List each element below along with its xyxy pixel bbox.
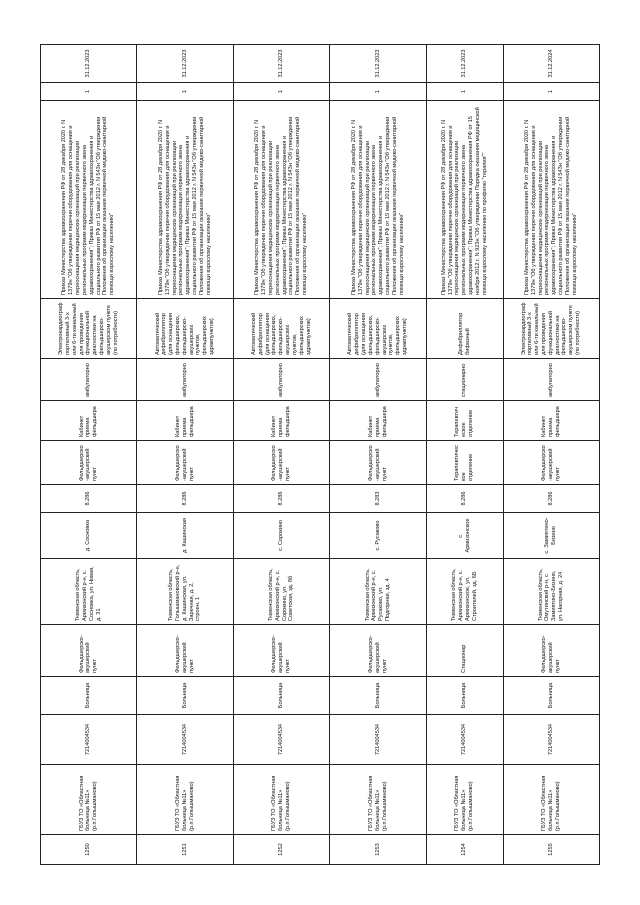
room-name: Кабинет приема фельдшера [330,401,426,441]
structural-unit: Фельдшерско-акушерский пункт [41,441,137,485]
organization-inn: 7214004534 [41,715,137,765]
settlement-name: с. Армизонское [426,513,503,559]
equipment-quantity: 1 [137,83,233,101]
nomenclature-code: 8.286 [426,485,503,513]
care-condition: амбулаторно [330,359,426,401]
row-number: 1255 [503,835,599,865]
equipment-name: Автоматический дефибриллятор (для оснащения фельдшерских, фельдшерско-акушерских пунктов, фельдшерских здравпунктов) [137,299,233,359]
regulatory-basis: Приказ Министерства здравоохранения РФ от 28 декабря 2020 г. N 1379н "Об утверждении перечня оборудования для оснащения и переоснащения медицинских организаций при реализации региональных программ модернизации первичного звена здравоохранения"; Приказ Министерства здравоохранения и социального развития РФ от 15 мая 2012 г. N 543н "Об утверждении Положения об организации оказания первичной медико-санитарной помощи взрослому населению" [41,101,137,299]
nomenclature-code: 8.286 [137,485,233,513]
nomenclature-code: 8.283 [330,485,426,513]
row-number: 1250 [41,835,137,865]
equipment-quantity: 1 [330,83,426,101]
regulatory-basis: Приказ Министерства здравоохранения РФ от 28 декабря 2020 г. N 1379н "Об утверждении перечня оборудования для оснащения и переоснащения медицинских организаций при реализации региональных программ модернизации первичного звена здравоохранения"; Приказ Министерства здравоохранения и социального развития РФ от 15 мая 2012 г. N 543н "Об утверждении Положения об организации оказания первичной медико-санитарной помощи взрослому населению" [330,101,426,299]
care-condition: амбулаторно [41,359,137,401]
nomenclature-code: 8.286 [233,485,329,513]
row-number: 1252 [233,835,329,865]
table-row [137,45,233,865]
subdivision-type: Стационар [426,625,503,677]
deadline-date: 31.12.2023 [426,45,503,83]
subdivision-type: Фельдшерско-акушерский пункт [233,625,329,677]
structural-unit: Фельдшерско-акушерский пункт [503,441,599,485]
facility-type: Больница [426,677,503,715]
row-number: 1253 [330,835,426,865]
settlement-name: с. Замиятино-Бизино [503,513,599,559]
structural-unit: Фельдшерско-акушерский пункт [233,441,329,485]
row-number: 1251 [137,835,233,865]
deadline-date: 31.12.2023 [137,45,233,83]
subdivision-type: Фельдшерско-акушерский пункт [41,625,137,677]
deadline-date: 31.12.2023 [330,45,426,83]
structural-unit: Фельдшерско-акушерский пункт [137,441,233,485]
settlement-name: с. Русаково [330,513,426,559]
facility-address: Тюменская область, Армизонский р-н, с. Сорокино, ул. Советская, зд. 8б [233,559,329,625]
organization-name: ГБУЗ ТО «Областная больница №11» (р.п.Голышманово) [137,765,233,835]
equipment-quantity: 1 [233,83,329,101]
organization-name: ГБУЗ ТО «Областная больница №11» (р.п.Голышманово) [330,765,426,835]
subdivision-type: Фельдшерско-акушерский пункт [330,625,426,677]
settlement-name: с. Сорокино [233,513,329,559]
row-number: 1254 [426,835,503,865]
care-condition: амбулаторно [503,359,599,401]
room-name: Кабинет приема фельдшера [233,401,329,441]
equipment-name: Автоматический дефибриллятор (для оснащения фельдшерских, фельдшерско-акушерских пунктов, фельдшерских здравпунктов) [330,299,426,359]
equipment-name: Дефибриллятор бифазный [426,299,503,359]
care-condition: стационарно [426,359,503,401]
table-row [426,45,503,865]
facility-type: Больница [233,677,329,715]
table-row [41,45,137,865]
equipment-quantity: 1 [41,83,137,101]
subdivision-type: Фельдшерско-акушерский пункт [137,625,233,677]
table-row [503,45,599,865]
facility-address: Тюменская область, Омутинский р-н, с. Замиятино-Бизино, ул. Нагорная, д. 24 [503,559,599,625]
facility-address: Тюменская область, Голышмановский р-н, д. Кашинская, ул. Заречная, д. 2, строен. 1 [137,559,233,625]
regulatory-basis: Приказ Министерства здравоохранения РФ от 28 декабря 2020 г. N 1379н "Об утверждении перечня оборудования для оснащения и переоснащения медицинских организаций при реализации региональных программ модернизации первичного звена здравоохранения"; Приказ Министерства здравоохранения и социального развития РФ от 15 мая 2012 г. N 543н "Об утверждении Положения об организации оказания первичной медико-санитарной помощи взрослому населению" [233,101,329,299]
organization-inn: 7214004534 [426,715,503,765]
organization-name: ГБУЗ ТО «Областная больница №11» (р.п.Голышманово) [233,765,329,835]
facility-address: Тюменская область, Армизонский р-н, с. Русаково, ул. Подгорная, зд. 4 [330,559,426,625]
organization-name: ГБУЗ ТО «Областная больница №11» (р.п.Голышманово) [41,765,137,835]
room-name: Терапевтическое отделение [426,401,503,441]
regulatory-basis: Приказ Министерства здравоохранения РФ от 28 декабря 2020 г. N 1379н "Об утверждении перечня оборудования для оснащения и переоснащения медицинских организаций при реализации региональных программ модернизации первичного звена здравоохранения"; Приказ Министерства здравоохранения РФ от 15 ноября 2012 г. N 923н "Об утверждении Порядка оказания медицинской помощи взрослому населению по профилю "терапия"" [426,101,503,299]
subdivision-type: Фельдшерско-акушерский пункт [503,625,599,677]
equipment-name: Электрокардиограф портативный 3-х или 6-ти канальный для проведения функциональной диагностики на фельдшерско-акушерском пункте (по потребности) [41,299,137,359]
room-name: Кабинет приема фельдшера [41,401,137,441]
facility-type: Больница [330,677,426,715]
rotated-table-frame [40,45,600,865]
facility-type: Больница [503,677,599,715]
equipment-name: Электрокардиограф портативный 3-х или 6-ти канальный для проведения функциональной диагностики на фельдшерско-акушерском пункте (по потребности) [503,299,599,359]
facility-address: Тюменская область, Армизонский р-н, с. Сосновка, ул. Новая, д. 31 [41,559,137,625]
structural-unit: Терапевтическое отделение [426,441,503,485]
care-condition: амбулаторно [233,359,329,401]
organization-inn: 7214004534 [233,715,329,765]
organization-inn: 7214004534 [503,715,599,765]
equipment-quantity: 1 [426,83,503,101]
equipment-quantity: 1 [503,83,599,101]
facility-type: Больница [41,677,137,715]
table-row [233,45,329,865]
settlement-name: д. Сосновка [41,513,137,559]
organization-name: ГБУЗ ТО «Областная больница №11» (р.п.Голышманово) [503,765,599,835]
organization-name: ГБУЗ ТО «Областная больница №11» (р.п.Голышманово) [426,765,503,835]
room-name: Кабинет приема фельдшера [137,401,233,441]
deadline-date: 31.12.2023 [41,45,137,83]
facility-address: Тюменская область, Армизонский р-н, с. Армизонское, ул. Строителей, зд. 6Б [426,559,503,625]
organization-inn: 7214004534 [137,715,233,765]
nomenclature-code: 8.286 [41,485,137,513]
regulatory-basis: Приказ Министерства здравоохранения РФ от 28 декабря 2020 г. N 1379н "Об утверждении перечня оборудования для оснащения и переоснащения медицинских организаций при реализации региональных программ модернизации первичного звена здравоохранения"; Приказ Министерства здравоохранения и социального развития РФ от 15 мая 2012 г. N 543н "Об утверждении Положения об организации оказания первичной медико-санитарной помощи взрослому населению" [137,101,233,299]
care-condition: амбулаторно [137,359,233,401]
settlement-name: д. Кашинская [137,513,233,559]
facility-type: Больница [137,677,233,715]
structural-unit: Фельдшерско-акушерский пункт [330,441,426,485]
regulatory-basis: Приказ Министерства здравоохранения РФ от 28 декабря 2020 г. N 1379н "Об утверждении перечня оборудования для оснащения и переоснащения медицинских организаций при реализации региональных программ модернизации первичного звена здравоохранения"; Приказ Министерства здравоохранения и социального развития РФ от 15 мая 2012 г. N 543н "Об утверждении Положения об организации оказания первичной медико-санитарной помощи взрослому населению" [503,101,599,299]
document-page [40,45,600,865]
equipment-name: Автоматический дефибриллятор (для оснащения фельдшерских, фельдшерско-акушерских пунктов, фельдшерских здравпунктов) [233,299,329,359]
deadline-date: 31.12.2024 [503,45,599,83]
equipment-registry-table [40,44,600,865]
room-name: Кабинет приема фельдшера [503,401,599,441]
nomenclature-code: 8.286 [503,485,599,513]
deadline-date: 31.12.2023 [233,45,329,83]
organization-inn: 7214004534 [330,715,426,765]
table-row [330,45,426,865]
